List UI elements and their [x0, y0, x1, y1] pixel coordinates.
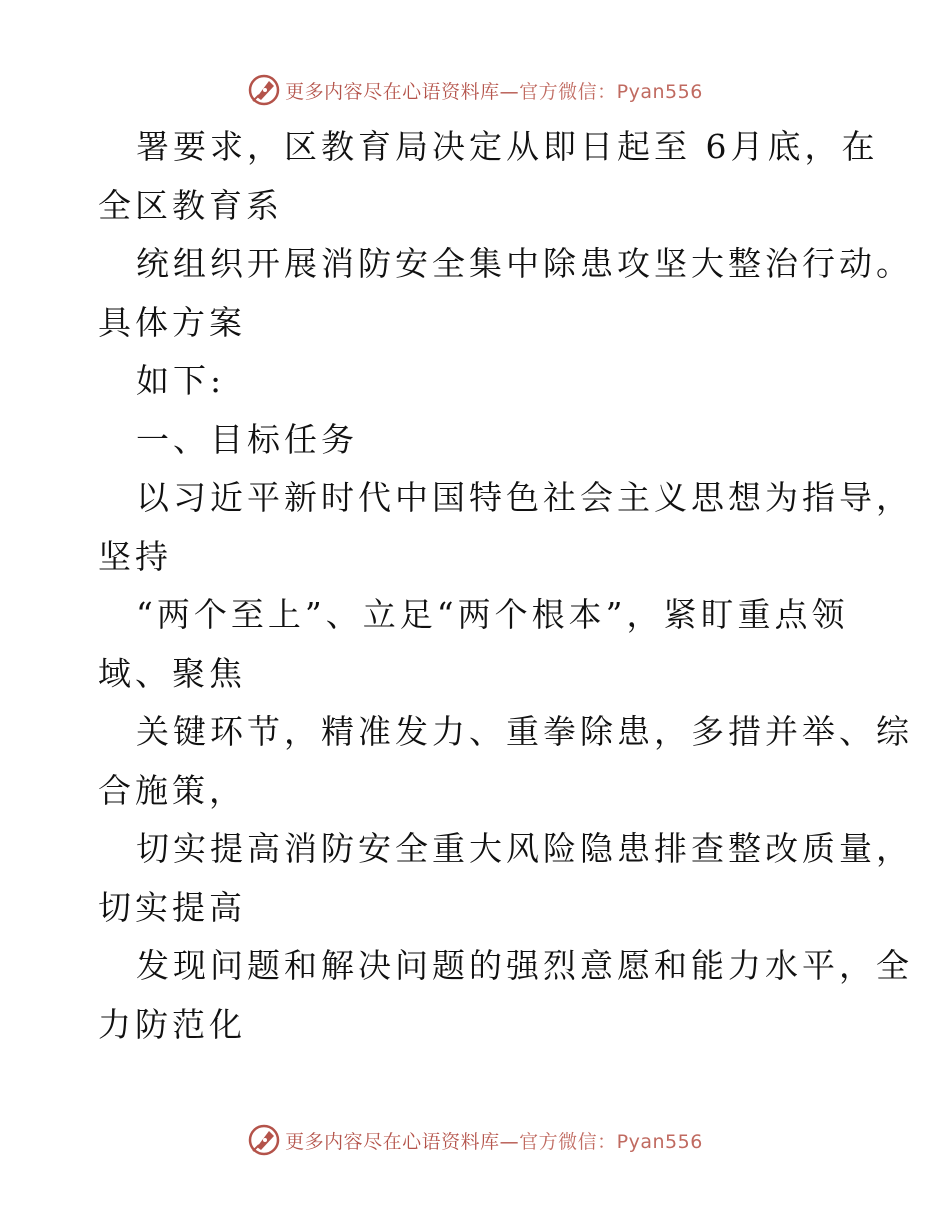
footer-banner-wechat: 官方微信：Pyan556: [519, 1130, 703, 1153]
body-line: “两个至上”、立足“两个根本”，紧盯重点领: [136, 595, 849, 634]
header-banner-wechat: 官方微信：Pyan556: [519, 80, 703, 103]
body-line: 署要求，区教育局决定从即日起至 6月底，在: [136, 127, 879, 166]
footer-banner-text: [285, 1127, 703, 1154]
pen-nib-logo-icon: [247, 1123, 281, 1157]
body-line: 域、聚焦: [98, 653, 246, 693]
body-line: 力防范化: [98, 1004, 246, 1044]
body-line: 以习近平新时代中国特色社会主义思想为指导，: [136, 478, 913, 517]
body-line: 切实提高: [98, 887, 246, 927]
body-line: 具体方案: [98, 302, 246, 342]
footer-banner: [0, 1120, 950, 1160]
header-banner-separator: —: [499, 80, 520, 103]
footer-banner-title: 更多内容尽在心语资料库: [285, 1130, 500, 1153]
body-line: 合施策，: [98, 770, 246, 810]
header-banner-title: 更多内容尽在心语资料库: [285, 80, 500, 103]
body-line: 发现问题和解决问题的强烈意愿和能力水平，全: [136, 946, 913, 985]
pen-nib-logo-icon: [247, 73, 281, 107]
body-line: 统组织开展消防安全集中除患攻坚大整治行动。: [136, 244, 913, 283]
body-line: 关键环节，精准发力、重拳除患，多措并举、综: [136, 712, 913, 751]
body-line: 切实提高消防安全重大风险隐患排查整改质量，: [136, 829, 913, 868]
section-heading: 一、目标任务: [136, 419, 358, 459]
header-banner-text: [285, 77, 703, 104]
document-body: [98, 118, 913, 1054]
body-line: 全区教育系: [98, 185, 283, 225]
body-line: 坚持: [98, 536, 172, 576]
footer-banner-separator: —: [499, 1130, 520, 1153]
body-line: 如下:: [136, 361, 226, 400]
header-banner: [0, 70, 950, 110]
